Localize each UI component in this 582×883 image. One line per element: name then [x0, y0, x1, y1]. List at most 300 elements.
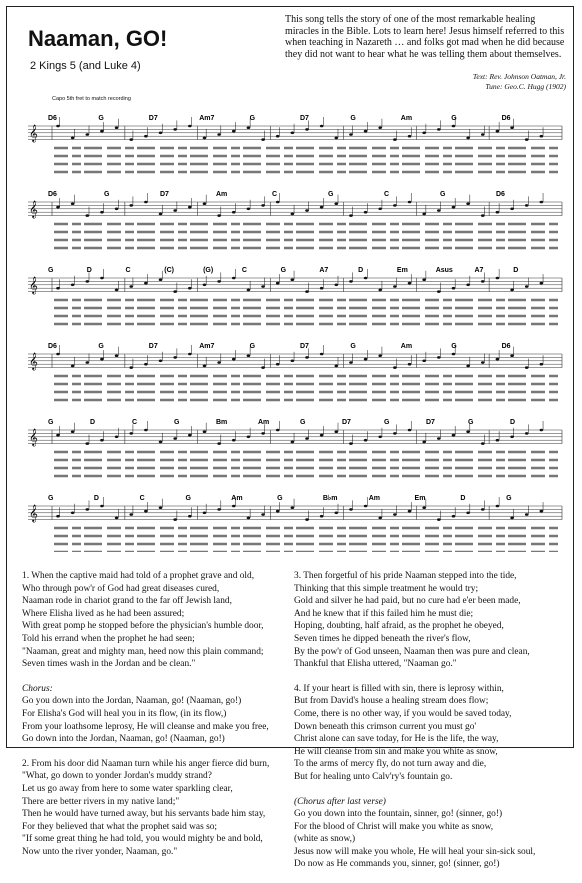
music-system: [28, 494, 562, 552]
note-head: [261, 432, 265, 435]
note-head: [466, 512, 470, 515]
chord-symbol: (G): [203, 267, 214, 274]
verse-line: Then he would have turned away, but his servants bade him stay,: [22, 809, 266, 820]
capo-note: Capo 5th fret to match recording: [52, 96, 131, 102]
note-head: [56, 125, 60, 128]
note-head: [437, 518, 441, 521]
note-head: [452, 206, 456, 209]
chord-symbol: Am: [368, 495, 381, 502]
note-head: [393, 204, 397, 207]
note-head: [71, 137, 75, 140]
chord-symbol: Am: [400, 343, 413, 350]
note-head: [291, 360, 295, 363]
chord-symbol: Am: [231, 495, 243, 502]
note-head: [203, 284, 207, 287]
note-head: [422, 278, 426, 281]
chord-symbol: D7: [342, 419, 351, 426]
note-head: [71, 284, 75, 287]
note-head: [320, 353, 324, 356]
chord-symbol: D6: [496, 191, 505, 198]
note-head: [422, 213, 426, 216]
sheet-music: [14, 92, 570, 552]
note-head: [129, 366, 133, 369]
chord-symbol: D7: [148, 115, 158, 122]
note-head: [217, 508, 221, 511]
note-head: [378, 354, 382, 357]
verse-line: To the arms of mercy fly, do not turn away and die,: [294, 759, 487, 770]
chord-symbol: D7: [426, 419, 435, 426]
note-head: [115, 517, 119, 520]
verse-line: "If some great thing he had told, you would mighty be and bold,: [22, 834, 263, 845]
note-head: [144, 363, 148, 366]
note-head: [466, 430, 470, 433]
verse-line: Do now as He commands you, sinner, go! (sinner, go!): [294, 859, 500, 870]
verse-1: [22, 570, 284, 671]
note-head: [540, 135, 544, 138]
note-head: [261, 366, 265, 369]
verse-line: Who through pow'r of God had great diseases cured,: [22, 583, 220, 594]
note-head: [71, 202, 75, 205]
verse-line: Go you down into the Jordan, Naaman, go! (Naaman, go!): [22, 696, 242, 707]
chorus: [22, 683, 284, 746]
note-head: [540, 429, 544, 432]
chord-symbol: D6: [48, 115, 57, 122]
note-head: [334, 284, 338, 287]
note-head: [525, 138, 529, 141]
note-head: [481, 133, 485, 136]
verse-line: Gold and silver he had paid, but no cure had e'er been made,: [294, 596, 521, 607]
note-head: [408, 201, 412, 204]
note-head: [291, 213, 295, 216]
note-head: [85, 508, 89, 511]
verse-line: Naaman rode in chariot grand to the far off Jewish land,: [22, 596, 232, 607]
music-system: [28, 267, 562, 324]
note-head: [188, 206, 192, 209]
lyrics-right-column: [294, 570, 570, 883]
note-head: [349, 280, 353, 283]
note-head: [144, 135, 148, 138]
chord-symbol: G: [277, 495, 283, 502]
chord-symbol: G: [280, 267, 287, 274]
final-chorus: [294, 796, 570, 872]
note-head: [276, 363, 280, 366]
verse-line: Seven times he dipped beneath the river's flow,: [294, 633, 471, 644]
note-head: [510, 354, 514, 357]
song-title: Naaman, GO!: [28, 26, 168, 51]
chord-symbol: B♭m: [322, 495, 338, 502]
note-head: [437, 128, 441, 131]
note-head: [144, 510, 148, 513]
note-head: [115, 436, 119, 439]
verse-line: "Naaman, great and mighty man, heed now this plain command;: [22, 646, 264, 657]
note-head: [247, 517, 251, 520]
note-head: [291, 441, 295, 444]
note-head: [188, 353, 192, 356]
chord-symbol: D6: [48, 343, 57, 350]
note-head: [378, 436, 382, 439]
note-head: [188, 434, 192, 437]
note-head: [364, 505, 368, 508]
note-head: [173, 356, 177, 359]
verse-2: [22, 758, 284, 859]
note-head: [144, 429, 148, 432]
note-head: [481, 508, 485, 511]
note-head: [364, 439, 368, 442]
chord-symbol: D: [513, 267, 519, 274]
note-head: [173, 209, 177, 212]
note-head: [452, 125, 456, 128]
note-head: [393, 138, 397, 141]
verse-line: He will cleanse from sin and make you white as snow,: [294, 746, 498, 757]
treble-clef-icon: 𝄞: [29, 276, 38, 294]
chord-symbol: D: [93, 495, 99, 502]
text-credit: Text: Rev. Johnson Oatman, Jr.: [472, 72, 566, 81]
note-head: [364, 211, 368, 214]
note-head: [100, 130, 104, 133]
chord-symbol: Am: [216, 191, 228, 198]
verse-line: Come, there is no other way, if you would be saved today,: [294, 708, 512, 719]
note-head: [349, 442, 353, 445]
note-head: [305, 209, 309, 212]
note-head: [159, 213, 163, 216]
treble-clef-icon: 𝄞: [29, 504, 38, 522]
note-head: [452, 353, 456, 356]
verse-line: Jesus now will make you whole, He will heal your sin-sick soul,: [294, 846, 536, 857]
note-head: [364, 358, 368, 361]
note-head: [188, 287, 192, 290]
chord-symbol: Em: [414, 495, 426, 502]
note-head: [320, 434, 324, 437]
note-head: [320, 125, 324, 128]
note-head: [408, 363, 412, 366]
verse-line: And he knew that if this failed him he must die;: [294, 608, 474, 619]
note-head: [349, 361, 353, 364]
note-head: [452, 287, 456, 290]
note-head: [159, 441, 163, 444]
verse-line: By the pow'r of God unseen, Naaman then was pure and clean,: [294, 646, 530, 657]
verse-line: Christ alone can save today, for He is the life, the way,: [294, 734, 499, 745]
note-head: [247, 126, 251, 129]
verse-line: (white as snow,): [294, 834, 356, 845]
note-head: [291, 132, 295, 135]
note-head: [203, 512, 207, 515]
note-head: [437, 209, 441, 212]
verse-line: For the blood of Christ will make you white as snow,: [294, 821, 494, 832]
note-head: [261, 138, 265, 141]
verse-line: With great pomp he stopped before the physician's humble door,: [22, 621, 264, 632]
chord-symbol: Asus: [435, 267, 453, 274]
note-head: [173, 518, 177, 521]
note-head: [305, 518, 309, 521]
chord-symbol: D7: [160, 191, 169, 198]
verse-line: Go down into the Jordan, Naaman, go! (Naaman, go!): [22, 734, 225, 745]
chord-symbol: D6: [48, 191, 57, 198]
note-head: [378, 289, 382, 292]
note-head: [422, 132, 426, 135]
verse-line: Down beneath this crimson current you must go': [294, 721, 477, 732]
note-head: [100, 358, 104, 361]
note-head: [305, 356, 309, 359]
note-head: [173, 128, 177, 131]
note-head: [349, 214, 353, 217]
chord-symbol: G: [48, 495, 54, 502]
note-head: [393, 432, 397, 435]
note-head: [334, 365, 338, 368]
note-head: [510, 436, 514, 439]
note-head: [349, 133, 353, 136]
note-head: [85, 280, 89, 283]
note-head: [144, 282, 148, 285]
note-head: [393, 366, 397, 369]
note-head: [305, 437, 309, 440]
note-head: [276, 201, 280, 204]
chord-symbol: D6: [501, 115, 511, 122]
note-head: [203, 137, 207, 140]
chord-symbol: C: [125, 267, 131, 274]
note-head: [247, 208, 251, 211]
note-head: [100, 277, 104, 280]
note-head: [85, 133, 89, 136]
note-head: [159, 278, 163, 281]
chord-symbol: G: [440, 191, 446, 198]
note-head: [408, 429, 412, 432]
chord-symbol: C: [272, 191, 278, 198]
treble-clef-icon: 𝄞: [29, 352, 38, 370]
note-head: [129, 204, 133, 207]
note-head: [232, 439, 236, 442]
verse-line: For they believed that what the prophet said was so;: [22, 821, 218, 832]
chord-symbol: C: [132, 419, 138, 426]
note-head: [334, 137, 338, 140]
chord-symbol: D6: [501, 343, 511, 350]
note-head: [496, 358, 500, 361]
chord-symbol: D: [86, 267, 92, 274]
verse-line: 2. From his door did Naaman turn while his anger fierce did burn,: [22, 758, 270, 769]
note-head: [481, 442, 485, 445]
treble-clef-icon: 𝄞: [29, 124, 38, 142]
note-head: [247, 354, 251, 357]
note-head: [496, 439, 500, 442]
treble-clef-icon: 𝄞: [29, 200, 38, 218]
note-head: [320, 287, 324, 290]
note-head: [203, 365, 207, 368]
verse-line: Hoping, doubting, half afraid, as the prophet he obeyed,: [294, 621, 504, 632]
note-head: [115, 354, 119, 357]
verse-line: Thankful that Elisha uttered, "Naaman go.": [294, 659, 457, 670]
note-head: [71, 365, 75, 368]
note-head: [115, 208, 119, 211]
note-head: [408, 510, 412, 513]
note-head: [378, 126, 382, 129]
note-head: [364, 130, 368, 133]
note-head: [85, 361, 89, 364]
note-head: [203, 430, 207, 433]
chord-symbol: C: [241, 267, 247, 274]
chord-symbol: Am: [400, 115, 413, 122]
note-head: [305, 128, 309, 131]
chord-symbol: G: [350, 343, 356, 350]
verse-line: Told his errand when the prophet he had seen;: [22, 633, 195, 644]
verse-line: But from David's house a healing stream does flow;: [294, 696, 489, 707]
note-head: [525, 204, 529, 207]
note-head: [261, 513, 265, 516]
music-system: [28, 343, 562, 400]
note-head: [466, 202, 470, 205]
note-head: [349, 508, 353, 511]
note-head: [496, 211, 500, 214]
note-head: [422, 506, 426, 509]
note-head: [540, 363, 544, 366]
note-head: [525, 513, 529, 516]
lyrics-left-column: [22, 570, 284, 870]
chord-symbol: G: [506, 495, 512, 502]
note-head: [466, 137, 470, 140]
note-head: [408, 282, 412, 285]
chord-symbol: Am: [258, 419, 270, 426]
chord-symbol: Am7: [199, 115, 215, 122]
note-head: [188, 515, 192, 518]
verse-line: There are better rivers in my native land;": [22, 796, 180, 807]
verse-line: But for healing unto Calv'ry's fountain go.: [294, 771, 453, 782]
note-head: [540, 510, 544, 513]
note-head: [85, 214, 89, 217]
chord-symbol: D7: [148, 343, 158, 350]
chord-symbol: G: [451, 115, 457, 122]
note-head: [56, 353, 60, 356]
music-system: [28, 419, 562, 476]
note-head: [247, 289, 251, 292]
chord-symbol: G: [249, 115, 256, 122]
note-head: [481, 214, 485, 217]
note-head: [276, 429, 280, 432]
chorus-heading: (Chorus after last verse): [294, 796, 386, 807]
note-head: [496, 277, 500, 280]
verse-line: 1. When the captive maid had told of a prophet grave and old,: [22, 571, 255, 581]
note-head: [129, 285, 133, 288]
chord-symbol: G: [104, 191, 110, 198]
chord-symbol: G: [468, 419, 474, 426]
note-head: [100, 505, 104, 508]
note-head: [334, 512, 338, 515]
note-head: [261, 285, 265, 288]
note-head: [525, 285, 529, 288]
note-head: [452, 434, 456, 437]
note-head: [173, 437, 177, 440]
note-head: [56, 206, 60, 209]
chord-symbol: G: [328, 191, 334, 198]
note-head: [188, 125, 192, 128]
note-head: [481, 361, 485, 364]
note-head: [291, 506, 295, 509]
note-head: [159, 506, 163, 509]
note-head: [217, 280, 221, 283]
note-head: [334, 202, 338, 205]
verse-line: Let us go away from here to some water sparkling clear,: [22, 783, 233, 794]
note-head: [129, 138, 133, 141]
note-head: [393, 513, 397, 516]
note-head: [525, 366, 529, 369]
note-head: [408, 135, 412, 138]
chord-symbol: G: [350, 115, 356, 122]
music-system: [28, 115, 562, 172]
chord-symbol: D: [460, 495, 466, 502]
note-head: [422, 441, 426, 444]
note-head: [437, 356, 441, 359]
chord-symbol: D: [510, 419, 516, 426]
verse-line: Now unto the river yonder, Naaman, go.": [22, 846, 178, 857]
note-head: [276, 135, 280, 138]
note-head: [320, 515, 324, 518]
chord-symbol: D: [358, 267, 364, 274]
note-head: [452, 515, 456, 518]
note-head: [437, 437, 441, 440]
chord-symbol: D: [90, 419, 96, 426]
chord-symbol: G: [98, 343, 104, 350]
note-head: [276, 282, 280, 285]
verse-line: For Elisha's God will heal you in its flow, (in its flow,): [22, 708, 227, 719]
note-head: [217, 133, 221, 136]
note-head: [232, 505, 236, 508]
note-head: [115, 126, 119, 129]
note-head: [496, 130, 500, 133]
verse-line: Where Elisha lived as he had been assured;: [22, 608, 185, 619]
note-head: [510, 126, 514, 129]
treble-clef-icon: 𝄞: [29, 428, 38, 446]
note-head: [466, 284, 470, 287]
verse-3: [294, 570, 570, 671]
note-head: [56, 287, 60, 290]
chord-symbol: A7: [319, 267, 329, 274]
note-head: [85, 442, 89, 445]
verse-line: From your loathsome leprosy, He will cleanse and make you free,: [22, 721, 269, 732]
note-head: [129, 432, 133, 435]
note-head: [232, 130, 236, 133]
verse-line: 4. If your heart is filled with sin, there is leprosy within,: [294, 683, 504, 694]
note-head: [276, 510, 280, 513]
note-head: [540, 282, 544, 285]
note-head: [305, 290, 309, 293]
note-head: [422, 360, 426, 363]
chord-symbol: G: [98, 115, 104, 122]
note-head: [100, 439, 104, 442]
note-head: [525, 432, 529, 435]
note-head: [232, 277, 236, 280]
chord-symbol: G: [249, 343, 256, 350]
note-head: [217, 214, 221, 217]
chord-symbol: D7: [300, 115, 309, 122]
note-head: [510, 208, 514, 211]
verse-line: Go you down into the fountain, sinner, go! (sinner, go!): [294, 809, 503, 820]
intro-text: This song tells the story of one of the most remarkable healing miracles in the Bible. Lots to learn here! Jesus himself referred to this when teaching in Nazareth … and folks got mad when he did because they did not want to hear what he was telling them about themselves.: [285, 14, 565, 60]
note-head: [217, 361, 221, 364]
note-head: [71, 512, 75, 515]
note-head: [203, 202, 207, 205]
chord-symbol: G: [300, 419, 306, 426]
chord-symbol: G: [48, 267, 54, 274]
note-head: [540, 201, 544, 204]
chord-symbol: C: [384, 191, 390, 198]
note-head: [510, 517, 514, 520]
note-head: [378, 517, 382, 520]
note-head: [496, 505, 500, 508]
note-head: [232, 358, 236, 361]
note-head: [466, 365, 470, 368]
note-head: [56, 434, 60, 437]
note-head: [291, 278, 295, 281]
chord-symbol: G: [185, 495, 191, 502]
note-head: [320, 206, 324, 209]
chord-symbol: Am7: [199, 343, 215, 350]
